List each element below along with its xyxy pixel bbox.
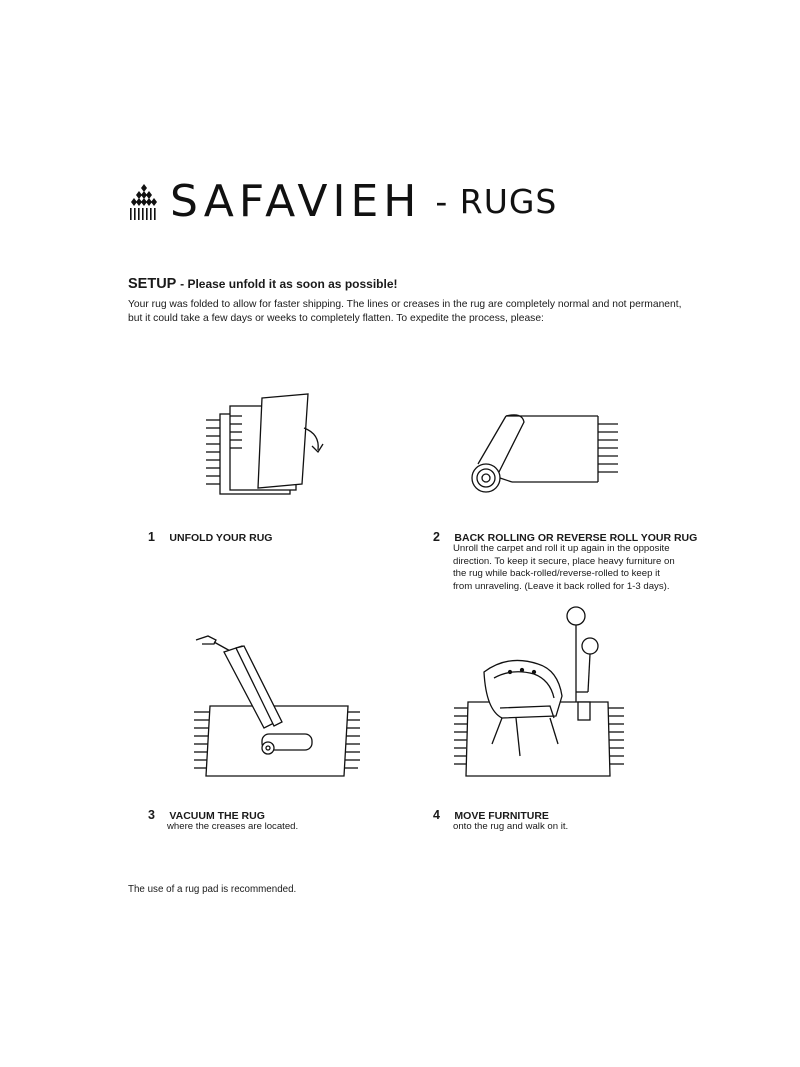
intro-line: Your rug was folded to allow for faster shipping. The lines or creases in the rug are completely normal and not permanent, [128,299,682,310]
step-number: 4 [433,808,440,822]
step-desc-line: where the creases are located. [167,821,299,832]
brand-header [128,176,557,228]
step-4-description [453,821,568,834]
step-desc-line: Unroll the carpet and roll it up again in the opposite [453,543,670,554]
step-3-description [167,821,298,834]
step-1 [148,528,272,546]
setup-title: SETUP [128,276,177,292]
unfold-rug-icon [200,390,340,500]
step-number: 1 [148,530,155,544]
intro-line: but it could take a few days or weeks to completely flatten. To expedite the process, please: [128,313,544,324]
vacuum-icon [190,630,360,780]
step-number: 2 [433,530,440,544]
step-desc-line: onto the rug and walk on it. [453,821,569,832]
step-title: MOVE FURNITURE [454,810,549,822]
step-title: VACUUM THE RUG [169,810,265,822]
brand-suffix: - RUGS [435,182,558,221]
setup-heading [128,276,398,292]
step-title: BACK ROLLING OR REVERSE ROLL YOUR RUG [454,532,698,544]
rug-pad-note: The use of a rug pad is recommended. [128,884,297,895]
rolled-rug-icon [466,402,626,502]
step-2-description [453,543,713,593]
step-desc-line: the rug while back-rolled/reverse-rolled to keep it [453,568,660,579]
step-title: UNFOLD YOUR RUG [169,532,273,544]
furniture-icon [454,606,634,781]
setup-intro [128,298,688,326]
brand-name: SAFAVIEH [170,176,422,227]
step-desc-line: from unraveling. (Leave it back rolled for 1-3 days). [453,580,670,592]
setup-subtitle: - Please unfold it as soon as possible! [180,277,398,291]
step-desc-line: direction. To keep it secure, place heavy furniture on [453,555,675,567]
step-number: 3 [148,808,155,822]
safavieh-logo-icon [128,182,160,222]
